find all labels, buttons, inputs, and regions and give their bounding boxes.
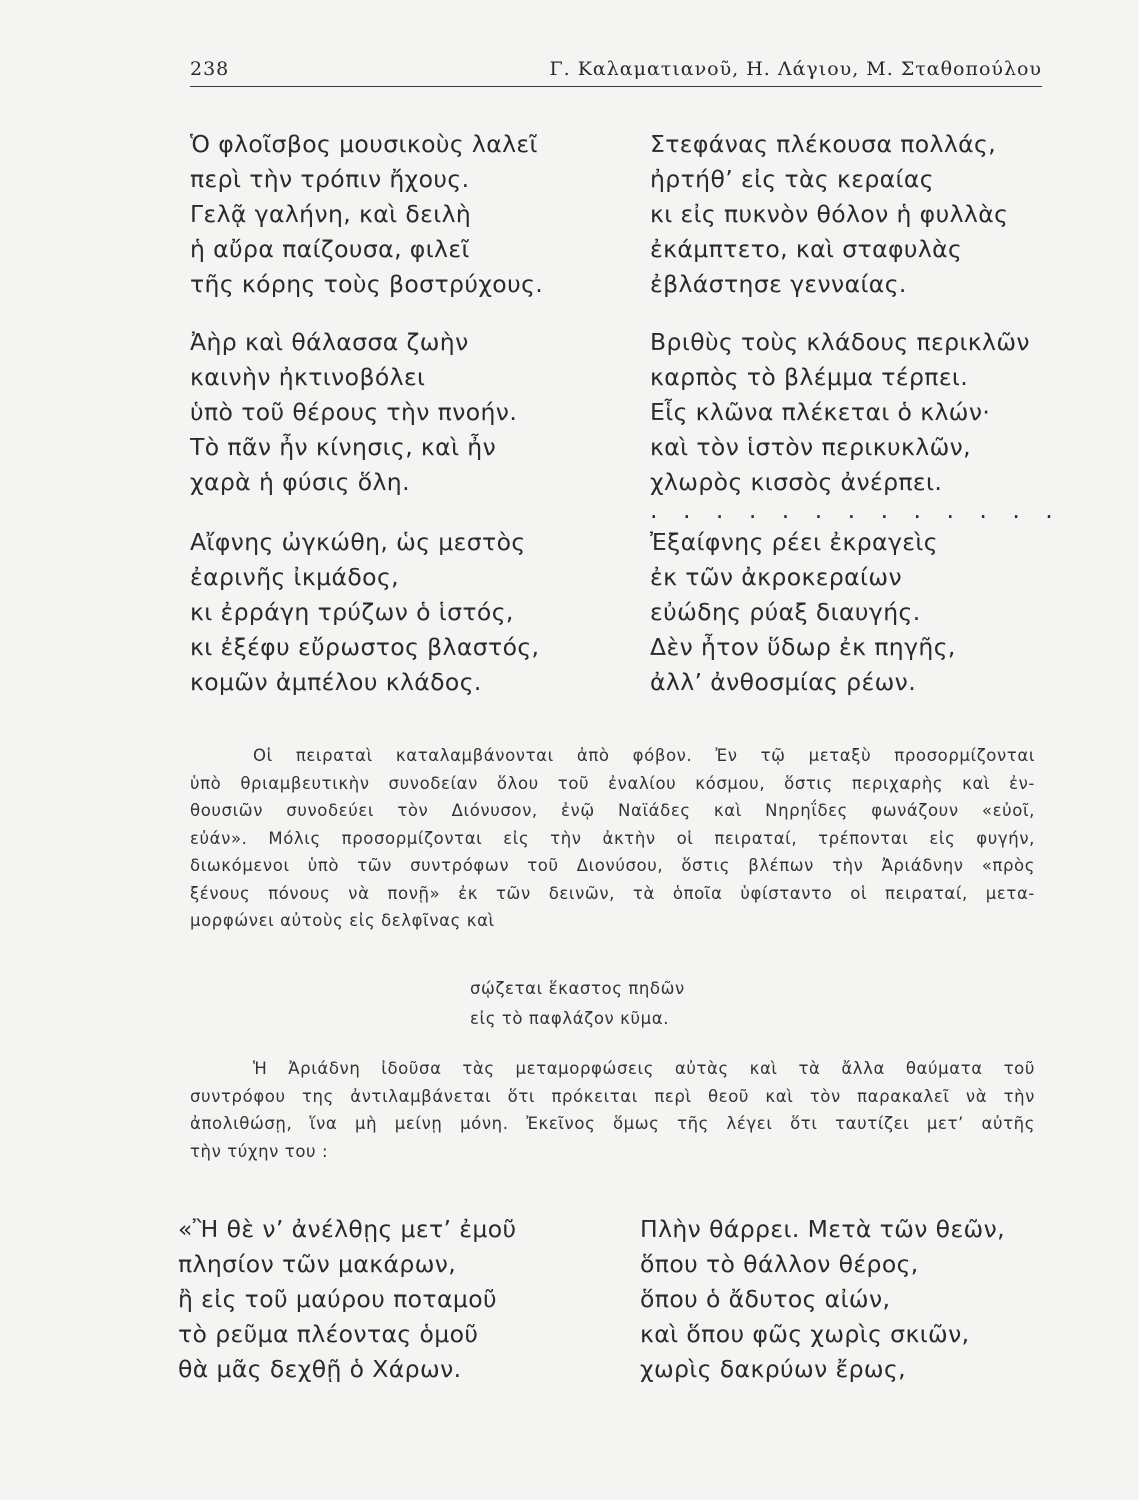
prose-line: ἀπολιθώσῃ, ἵνα μὴ μείνῃ μόνη. Ἐκεῖνος ὅμως τῆς λέγει ὅτι ταυτίζει μετ’ αὐτῆς xyxy=(190,1114,1035,1133)
quote-line: σῴζεται ἕκαστος πηδῶν xyxy=(470,979,685,998)
verse-line: ἀλλ’ ἀνθοσμίας ρέων. xyxy=(650,668,917,696)
stanza-left-2 xyxy=(190,325,517,500)
verse-line: χωρὶς δακρύων ἔρως, xyxy=(640,1355,907,1383)
verse-line: θὰ μᾶς δεχθῇ ὁ Χάρων. xyxy=(178,1355,462,1383)
verse-line: Βριθὺς τοὺς κλάδους περικλῶν xyxy=(650,328,1030,356)
stanza-bottom-right xyxy=(640,1212,1005,1387)
stanza-left-1 xyxy=(190,127,543,302)
prose-paragraph-1 xyxy=(190,742,1035,935)
verse-line: καρπὸς τὸ βλέμμα τέρπει. xyxy=(650,363,969,391)
prose-line: ξένους πόνους νὰ πονῇ» ἐκ τῶν δεινῶν, τὰ ὁποῖα ὑφίσταντο οἱ πειραταί, μετα- xyxy=(190,883,1035,903)
page-number: 238 xyxy=(190,58,230,80)
verse-line: Αἴφνης ὠγκώθη, ὡς μεστὸς xyxy=(190,528,526,556)
prose-line: Ἡ Ἀριάδνη ἰδοῦσα τὰς μεταμορφώσεις αὐτὰς καὶ τὰ ἄλλα θαύματα τοῦ xyxy=(253,1059,1035,1078)
verse-line: καὶ τὸν ἱστὸν περικυκλῶν, xyxy=(650,433,972,461)
stanza-right-3 xyxy=(650,496,1062,700)
verse-line: τὸ ρεῦμα πλέοντας ὁμοῦ xyxy=(178,1320,479,1348)
verse-line: ἐαρινῆς ἰκμάδος, xyxy=(190,563,400,591)
prose-line: διωκόμενοι ὑπὸ τῶν συντρόφων τοῦ Διονύσου, ὅστις βλέπων τὴν Ἀριάδνην «πρὸς xyxy=(190,856,1035,875)
verse-line: κι ἐρράγη τρύζων ὁ ἱστός, xyxy=(190,598,514,626)
verse-line: «Ἢ θὲ ν’ ἀνέλθῃς μετ’ ἐμοῦ xyxy=(178,1215,517,1243)
verse-line: Πλὴν θάρρει. Μετὰ τῶν θεῶν, xyxy=(640,1215,1006,1243)
verse-line: Γελᾷ γαλήνη, καὶ δειλὴ xyxy=(190,200,472,228)
verse-line: ἐκ τῶν ἀκροκεραίων xyxy=(650,563,902,591)
prose-line: θουσιῶν συνοδεύει τὸν Διόνυσον, ἐνῷ Ναϊάδες καὶ Νηρηΐδες φωνάζουν «εὐοῖ, xyxy=(190,801,1035,820)
verse-line: ἠρτήθ’ εἰς τὰς κεραίας xyxy=(650,165,934,193)
prose-line: ὑπὸ θριαμβευτικὴν συνοδείαν ὅλου τοῦ ἐναλίου κόσμου, ὅστις περιχαρὴς καὶ ἐν- xyxy=(190,773,1035,793)
verse-line: ἢ εἰς τοῦ μαύρου ποταμοῦ xyxy=(178,1285,497,1313)
verse-line: Ἀὴρ καὶ θάλασσα ζωὴν xyxy=(190,328,469,356)
verse-line: καὶ ὅπου φῶς χωρὶς σκιῶν, xyxy=(640,1320,970,1348)
verse-line: περὶ τὴν τρόπιν ἤχους. xyxy=(190,165,470,193)
prose-paragraph-2 xyxy=(190,1055,1035,1165)
verse-line: Ἐξαίφνης ρέει ἐκραγεὶς xyxy=(650,528,938,556)
verse-line: κομῶν ἀμπέλου κλάδος. xyxy=(190,668,482,696)
verse-line: πλησίον τῶν μακάρων, xyxy=(178,1250,457,1278)
prose-line: συντρόφου της ἀντιλαμβάνεται ὅτι πρόκειται περὶ θεοῦ καὶ τὸν παρακαλεῖ νὰ τὴν xyxy=(190,1086,1035,1106)
quote-line: εἰς τὸ παφλάζον κῦμα. xyxy=(470,1009,670,1028)
verse-line: καινὴν ἠκτινοβόλει xyxy=(190,363,426,391)
verse-line: χαρὰ ἡ φύσις ὅλη. xyxy=(190,468,410,496)
verse-line: κι ἐξέφυ εὔρωστος βλαστός, xyxy=(190,633,540,661)
verse-line: Δὲν ἦτον ὕδωρ ἐκ πηγῆς, xyxy=(650,633,956,661)
verse-line: Στεφάνας πλέκουσα πολλάς, xyxy=(650,130,997,158)
verse-line: Τὸ πᾶν ἦν κίνησις, καὶ ἦν xyxy=(190,433,497,461)
stanza-right-1 xyxy=(650,127,1008,302)
verse-line: Ὁ φλοῖσβος μουσικοὺς λαλεῖ xyxy=(190,130,538,158)
prose-line: τὴν τύχην του : xyxy=(190,1141,329,1161)
inline-quote xyxy=(470,974,685,1034)
verse-line: ὅπου ὁ ἄδυτος αἰών, xyxy=(640,1285,891,1313)
verse-line: κι εἰς πυκνὸν θόλον ἡ φυλλὰς xyxy=(650,200,1009,228)
stanza-right-2 xyxy=(650,325,1030,500)
ellipsis-line: . . . . . . . . . . . . . xyxy=(650,496,1062,524)
verse-line: ἐβλάστησε γενναίας. xyxy=(650,270,907,298)
verse-line: Εἷς κλῶνα πλέκεται ὁ κλών· xyxy=(650,398,991,426)
prose-line: μορφώνει αὐτοὺς εἰς δελφῖνας καὶ xyxy=(190,911,495,930)
stanza-bottom-left xyxy=(178,1212,517,1387)
page-header xyxy=(190,58,1042,87)
verse-line: χλωρὸς κισσὸς ἀνέρπει. xyxy=(650,468,943,496)
stanza-left-3 xyxy=(190,525,539,700)
verse-line: ἐκάμπτετο, καὶ σταφυλὰς xyxy=(650,235,963,263)
verse-line: εὐώδης ρύαξ διαυγής. xyxy=(650,598,921,626)
running-head: Γ. Καλαματιανοῦ, Η. Λάγιου, Μ. Σταθοπούλου xyxy=(549,58,1042,80)
verse-line: τῆς κόρης τοὺς βοστρύχους. xyxy=(190,270,544,298)
verse-line: ὑπὸ τοῦ θέρους τὴν πνοήν. xyxy=(190,398,518,426)
prose-line: Οἱ πειραταὶ καταλαμβάνονται ἀπὸ φόβον. Ἐν τῷ μεταξὺ προσορμίζονται xyxy=(253,746,1035,765)
verse-line: ὅπου τὸ θάλλον θέρος, xyxy=(640,1250,919,1278)
prose-line: εὐάν». Μόλις προσορμίζονται εἰς τὴν ἀκτὴν οἱ πειραταί, τρέπονται εἰς φυγήν, xyxy=(190,828,1035,848)
verse-line: ἡ αὔρα παίζουσα, φιλεῖ xyxy=(190,235,470,263)
